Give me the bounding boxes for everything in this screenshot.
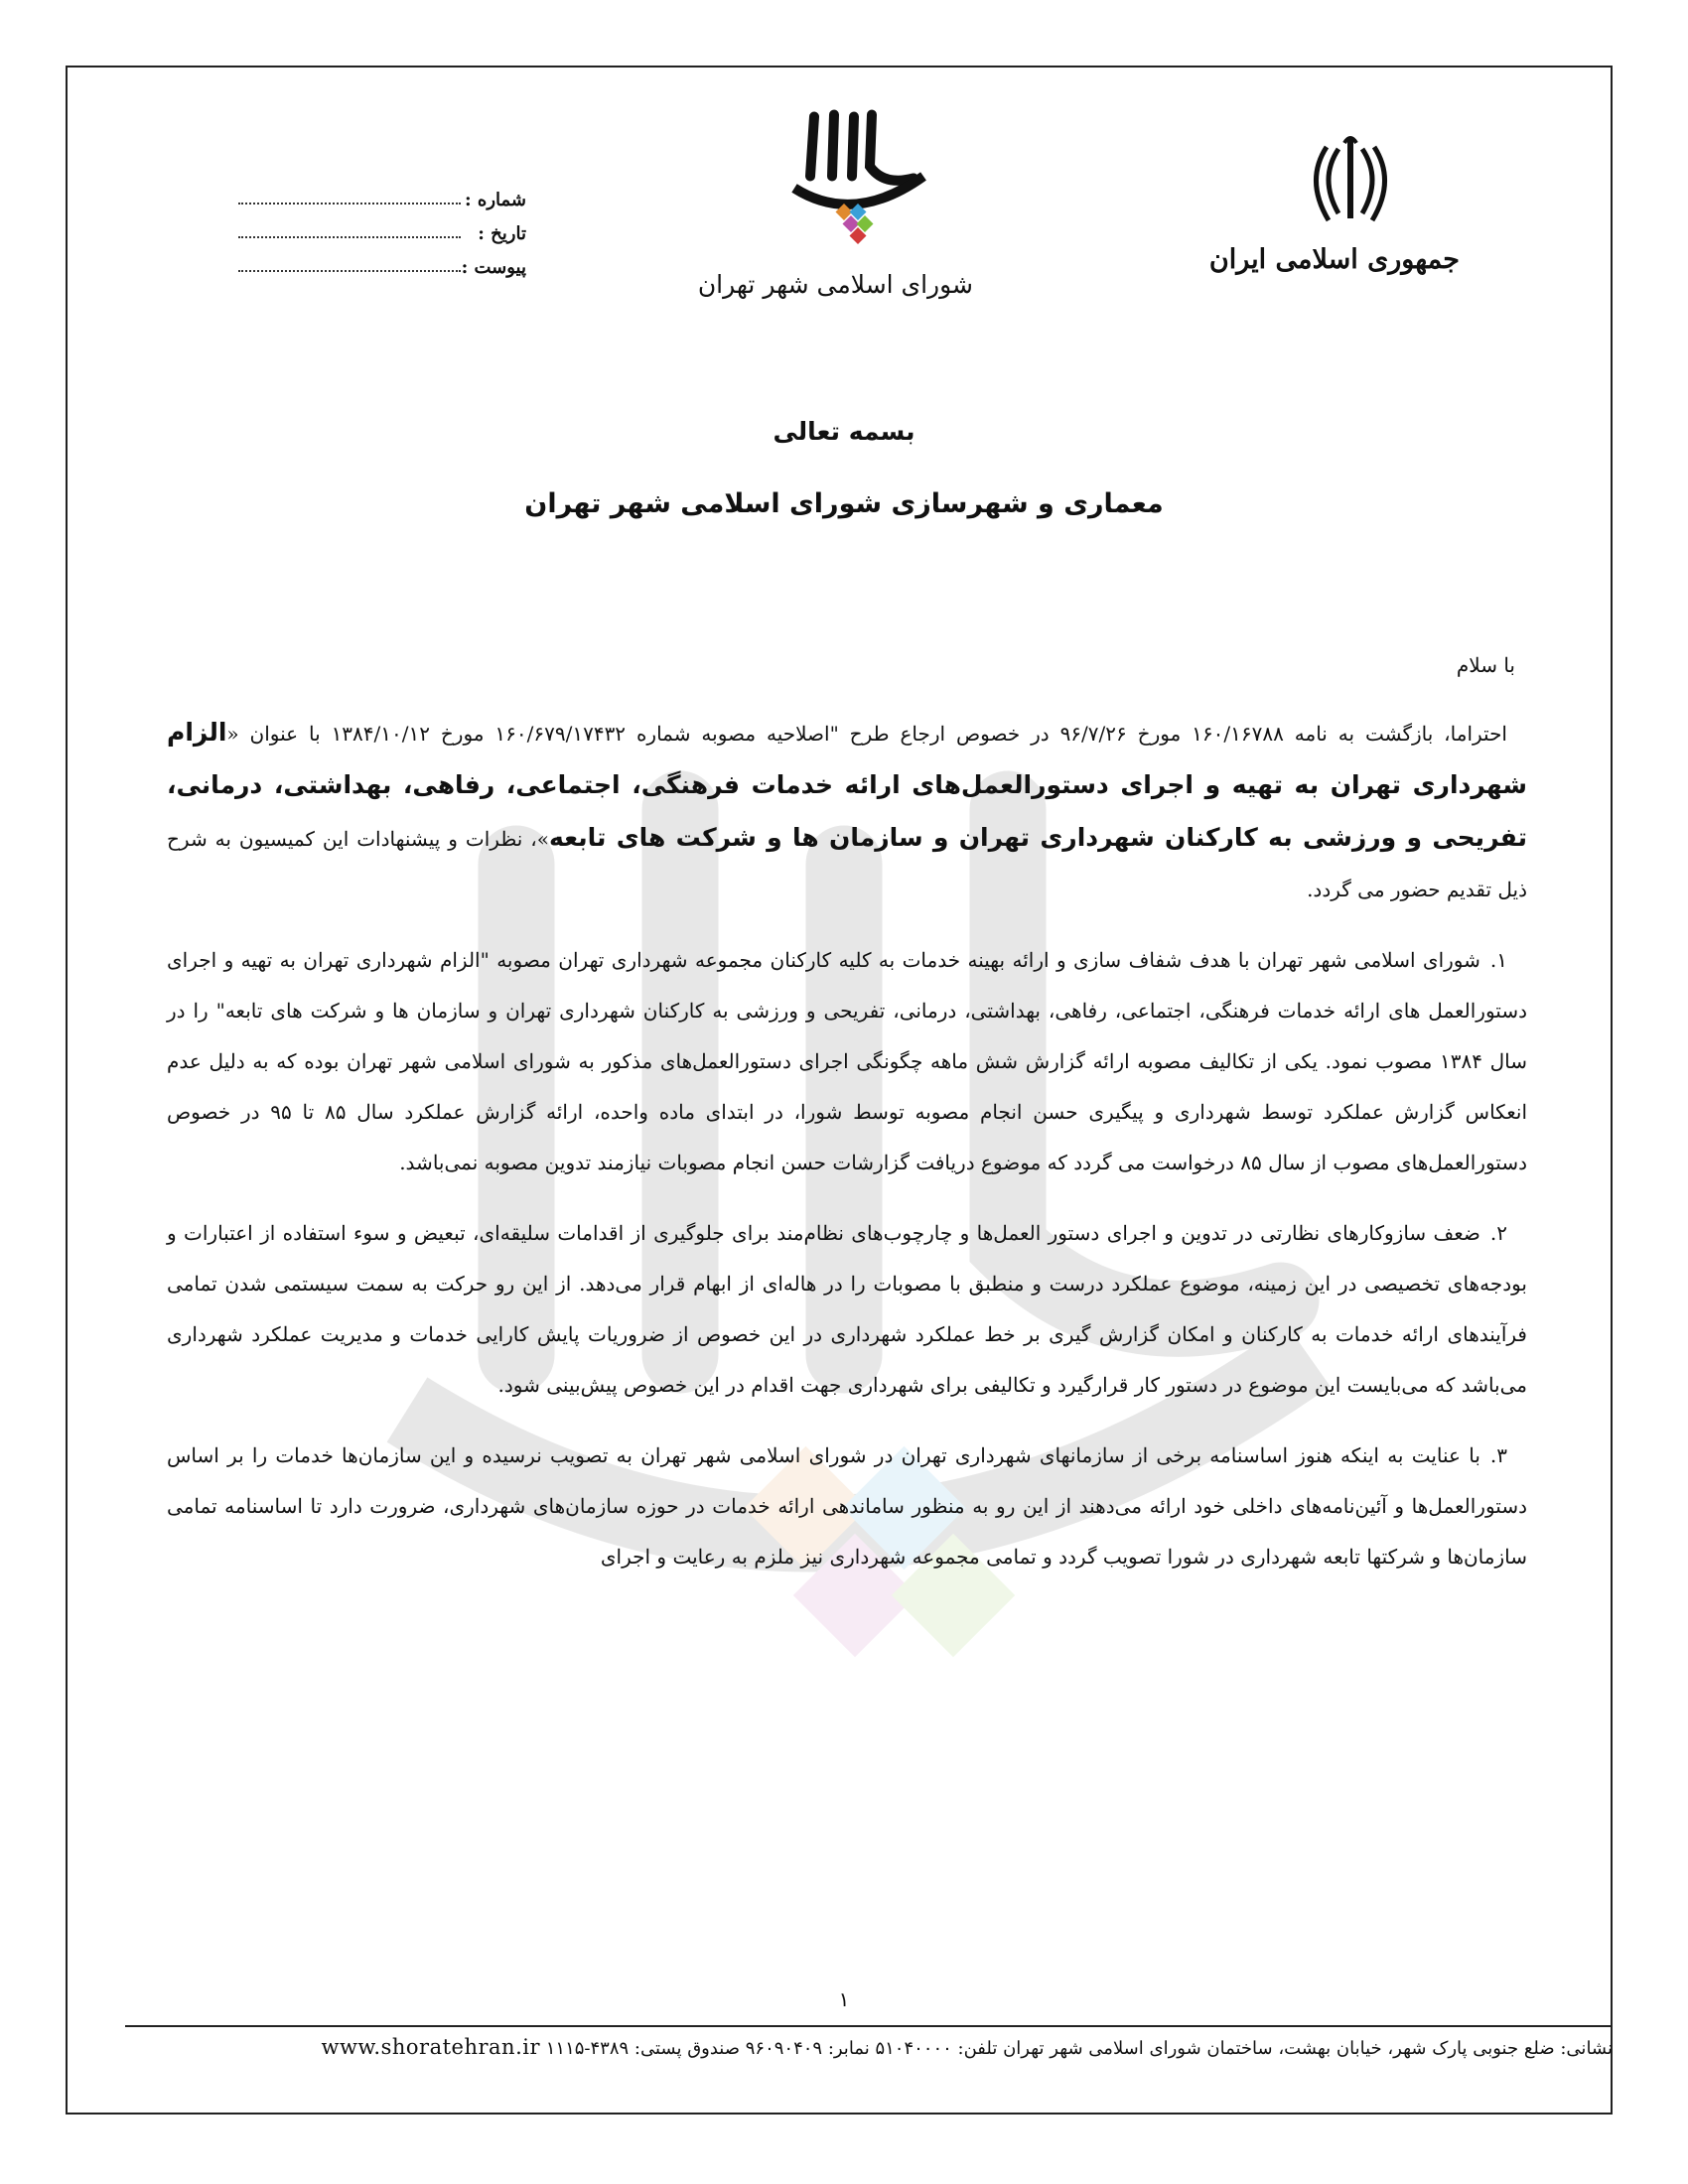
meta-attachment-line (238, 252, 461, 272)
meta-number-line (238, 185, 461, 205)
intro-text-after: »، نظرات و پیشنهادات این کمیسیون به شرح ذیل تقدیم حضور می گردد. (167, 827, 1527, 901)
list-item (167, 1208, 1527, 1411)
meta-date-row (238, 210, 526, 244)
iran-emblem-block (1208, 129, 1460, 275)
greeting: با سلام (1456, 653, 1515, 677)
footer-address: نشانی: ضلع جنوبی پارک شهر، خیابان بهشت، ساختمان شورای اسلامی شهر تهران تلفن: ۵۱۰۴۰۰۰۰ نمابر: ۹۶۰۹۰۴۰۹ صندوق پستی: ۴۳۸۹-۱۱۱۵ (540, 2038, 1613, 2059)
item-text: ضعف سازوکارهای نظارتی در تدوین و اجرای دستور العمل‌ها و چارچوب‌های نظام‌مند برای جلوگیری از اقدامات سلیقه‌ای، تبعیض و سوء استفاده از اعتبارات و بودجه‌های تخصیصی در این زمینه، موضوع عملکرد درست و منطبق با مصوبات را در هاله‌ای از ابهام قرار می‌دهد. از این رو حرکت به سمت سیستمی شدن تمامی فرآیندهای ارائه خدمات به کارکنان و امکان گزارش گیری بر خط عملکرد شهرداری در این خصوص از ضروریات پایش کارایی خدمات و مدیریت عملکرد شهرداری می‌باشد که می‌بایست این موضوع در دستور کار قرارگیرد و تکالیفی برای شهرداری جهت اقدام در این خصوص پیش‌بینی شود. (167, 1221, 1527, 1397)
council-logo-icon (755, 104, 953, 268)
list-item (167, 935, 1527, 1188)
council-logo-block (697, 104, 973, 299)
meta-number-label: شماره : (464, 190, 526, 210)
emblem-caption: جمهوری اسلامی ایران (1208, 244, 1460, 275)
invocation-title: بسمه تعالی (773, 417, 915, 446)
intro-text-before: احتراما، بازگشت به نامه ۱۶۰/۱۶۷۸۸ مورخ ۹۶/۷/۲۶ در خصوص ارجاع طرح "اصلاحیه مصوبه شماره ۱۶۰/۶۷۹/۱۷۴۳۲ مورخ ۱۳۸۴/۱۰/۱۲ با عنوان « (226, 722, 1507, 746)
footer-website[interactable]: www.shoratehran.ir (321, 2035, 541, 2059)
letter-body (167, 653, 1527, 1602)
item-number: ۱. (1489, 948, 1507, 972)
item-text: شورای اسلامی شهر تهران با هدف شفاف سازی و ارائه بهینه خدمات به کلیه کارکنان مجموعه شهرداری تهران مصوبه "الزام شهرداری تهران به تهیه و اجرای دستورالعمل های ارائه خدمات فرهنگی، اجتماعی، رفاهی، بهداشتی، درمانی، تفریحی و ورزشی به کارکنان شهرداری تهران و سازمان ها و شرکت های تابعه" را در سال ۱۳۸۴ مصوب نمود. یکی از تکالیف مصوبه ارائه گزارش شش ماهه چگونگی اجرای دستورالعمل‌های مذکور به شورای اسلامی شهر تهران بوده که به دلیل عدم انعکاس گزارش عملکرد توسط شهرداری و پیگیری حسن انجام مصوبه توسط شورا، در ابتدای ماده واحده، ارائه گزارش عملکرد سال ۸۵ تا ۹۵ در خصوص دستورالعمل‌های مصوب از سال ۸۵ درخواست می گردد که موضوع دریافت گزارشات حسن انجام مصوبات نیازمند تدوین مصوبه نمی‌باشد. (167, 948, 1527, 1174)
footer (125, 2035, 1613, 2059)
iran-emblem-icon (1301, 129, 1400, 228)
committee-title: معماری و شهرسازی شورای اسلامی شهر تهران (524, 488, 1164, 519)
intro-bold-title: الزام شهرداری تهران به تهیه و اجرای دستورالعمل‌های ارائه خدمات فرهنگی، اجتماعی، رفاهی، بهداشتی، درمانی، تفریحی و ورزشی به کارکنان شهرداری تهران و سازمان ها و شرکت های تابعه (167, 718, 1527, 852)
item-number: ۳. (1489, 1443, 1507, 1467)
council-logo-caption: شورای اسلامی شهر تهران (697, 270, 973, 299)
intro-paragraph (167, 707, 1527, 915)
meta-date-line (238, 218, 461, 238)
item-text: با عنایت به اینکه هنوز اساسنامه برخی از سازمانهای شهرداری تهران در شورای اسلامی شهر تهران به تصویب نرسیده و این سازمان‌ها خدمات را بر اساس دستورالعمل‌ها و آئین‌نامه‌های داخلی خود ارائه می‌دهند از این رو به منظور ساماندهی ارائه خدمات در حوزه سازمان‌های شهرداری، ضرورت دارد تا اساسنامه تمامی سازمان‌ها و شرکتها تابعه شهرداری در شورا تصویب گردد و تمامی مجموعه شهرداری نیز ملزم به رعایت و اجرای (167, 1443, 1527, 1569)
meta-attachment-row (238, 244, 526, 278)
meta-number-row (238, 177, 526, 210)
meta-attachment-label: پیوست : (461, 257, 526, 278)
meta-date-label: تاریخ : (478, 223, 526, 244)
page-number: ۱ (838, 1987, 850, 2011)
footer-divider (125, 2025, 1613, 2027)
item-number: ۲. (1489, 1221, 1507, 1245)
list-item (167, 1431, 1527, 1582)
letter-meta-fields (238, 177, 526, 278)
